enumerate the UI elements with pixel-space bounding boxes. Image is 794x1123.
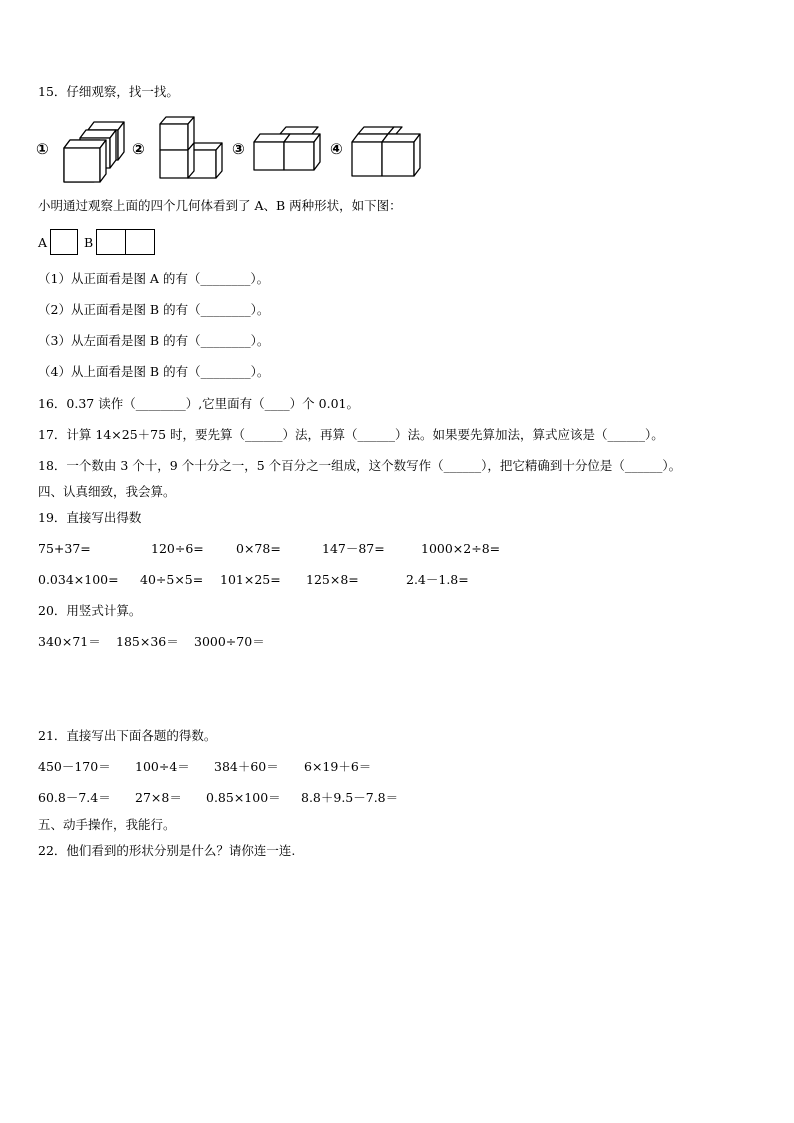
q15-sub-2: （2）从正面看是图 B 的有（________）。: [38, 302, 270, 317]
q21-r2-item-4: 8.8＋9.5－7.8＝: [301, 790, 399, 805]
figure-label-3: ③: [232, 140, 245, 158]
shape-b-square-left: [96, 229, 126, 255]
q18: 18．一个数由 3 个十，9 个十分之一，5 个百分之一组成，这个数写作（______），把它精确到十分位是（______）。: [38, 458, 682, 473]
shape-b-label: B: [84, 235, 94, 250]
figure-label-2: ②: [132, 140, 145, 158]
q19-r2-item-5: 2.4－1.8=: [406, 572, 469, 587]
q20-item-2: 185×36＝: [116, 634, 179, 649]
q15-sub-4: （4）从上面看是图 B 的有（________）。: [38, 364, 270, 379]
q19-r1-item-4: 147－87=: [322, 541, 385, 556]
q19-title: 19．直接写出得数: [38, 510, 142, 525]
q19-r1-item-5: 1000×2÷8=: [421, 541, 501, 556]
q17: 17．计算 14×25＋75 时，要先算（______）法，再算（______）法。如果要先算加法，算式应该是（______）。: [38, 427, 664, 442]
q15-intro: 小明通过观察上面的四个几何体看到了 A、B 两种形状，如下图：: [38, 198, 402, 213]
q19-r2-item-3: 101×25=: [220, 572, 281, 587]
figure-2-cubes: [160, 117, 222, 178]
q20-title: 20．用竖式计算。: [38, 603, 142, 618]
q19-r2-item-2: 40÷5×5=: [140, 572, 204, 587]
shape-a-label: A: [38, 235, 48, 250]
q15-title: 15．仔细观察，找一找。: [38, 84, 179, 99]
q15-sub-1: （1）从正面看是图 A 的有（________）。: [38, 271, 270, 286]
figure-4-cubes: [352, 127, 420, 176]
q19-r2-item-4: 125×8=: [306, 572, 359, 587]
q21-r2-item-1: 60.8－7.4＝: [38, 790, 111, 805]
q16: 16．0.37 读作（________）,它里面有（____）个 0.01。: [38, 396, 359, 411]
shape-b-square-right: [125, 229, 155, 255]
q15-sub-3: （3）从左面看是图 B 的有（________）。: [38, 333, 270, 348]
q19-r1-item-2: 120÷6=: [151, 541, 204, 556]
figure-label-4: ④: [330, 140, 343, 158]
q22: 22．他们看到的形状分别是什么？请你连一连.: [38, 843, 296, 858]
q19-r1-item-3: 0×78=: [236, 541, 281, 556]
q19-r1-item-1: 75+37=: [38, 541, 91, 556]
q20-item-1: 340×71＝: [38, 634, 101, 649]
section-4-heading: 四、认真细致，我会算。: [38, 484, 176, 499]
figure-3-cubes: [254, 127, 320, 170]
q21-r1-item-4: 6×19＋6＝: [304, 759, 372, 774]
figure-label-1: ①: [36, 140, 49, 158]
section-5-heading: 五、动手操作，我能行。: [38, 817, 176, 832]
q19-r2-item-1: 0.034×100=: [38, 572, 119, 587]
q21-r2-item-3: 0.85×100＝: [206, 790, 281, 805]
q21-r1-item-3: 384＋60＝: [214, 759, 279, 774]
figure-1-cubes: [64, 122, 124, 182]
q21-r1-item-1: 450－170＝: [38, 759, 111, 774]
shape-options: [36, 229, 176, 257]
shape-a-square: [50, 229, 78, 255]
q21-title: 21．直接写出下面各题的得数。: [38, 728, 217, 743]
q20-item-3: 3000÷70＝: [194, 634, 265, 649]
q21-r1-item-2: 100÷4＝: [135, 759, 190, 774]
q21-r2-item-2: 27×8＝: [135, 790, 182, 805]
cube-figures: [36, 112, 436, 188]
